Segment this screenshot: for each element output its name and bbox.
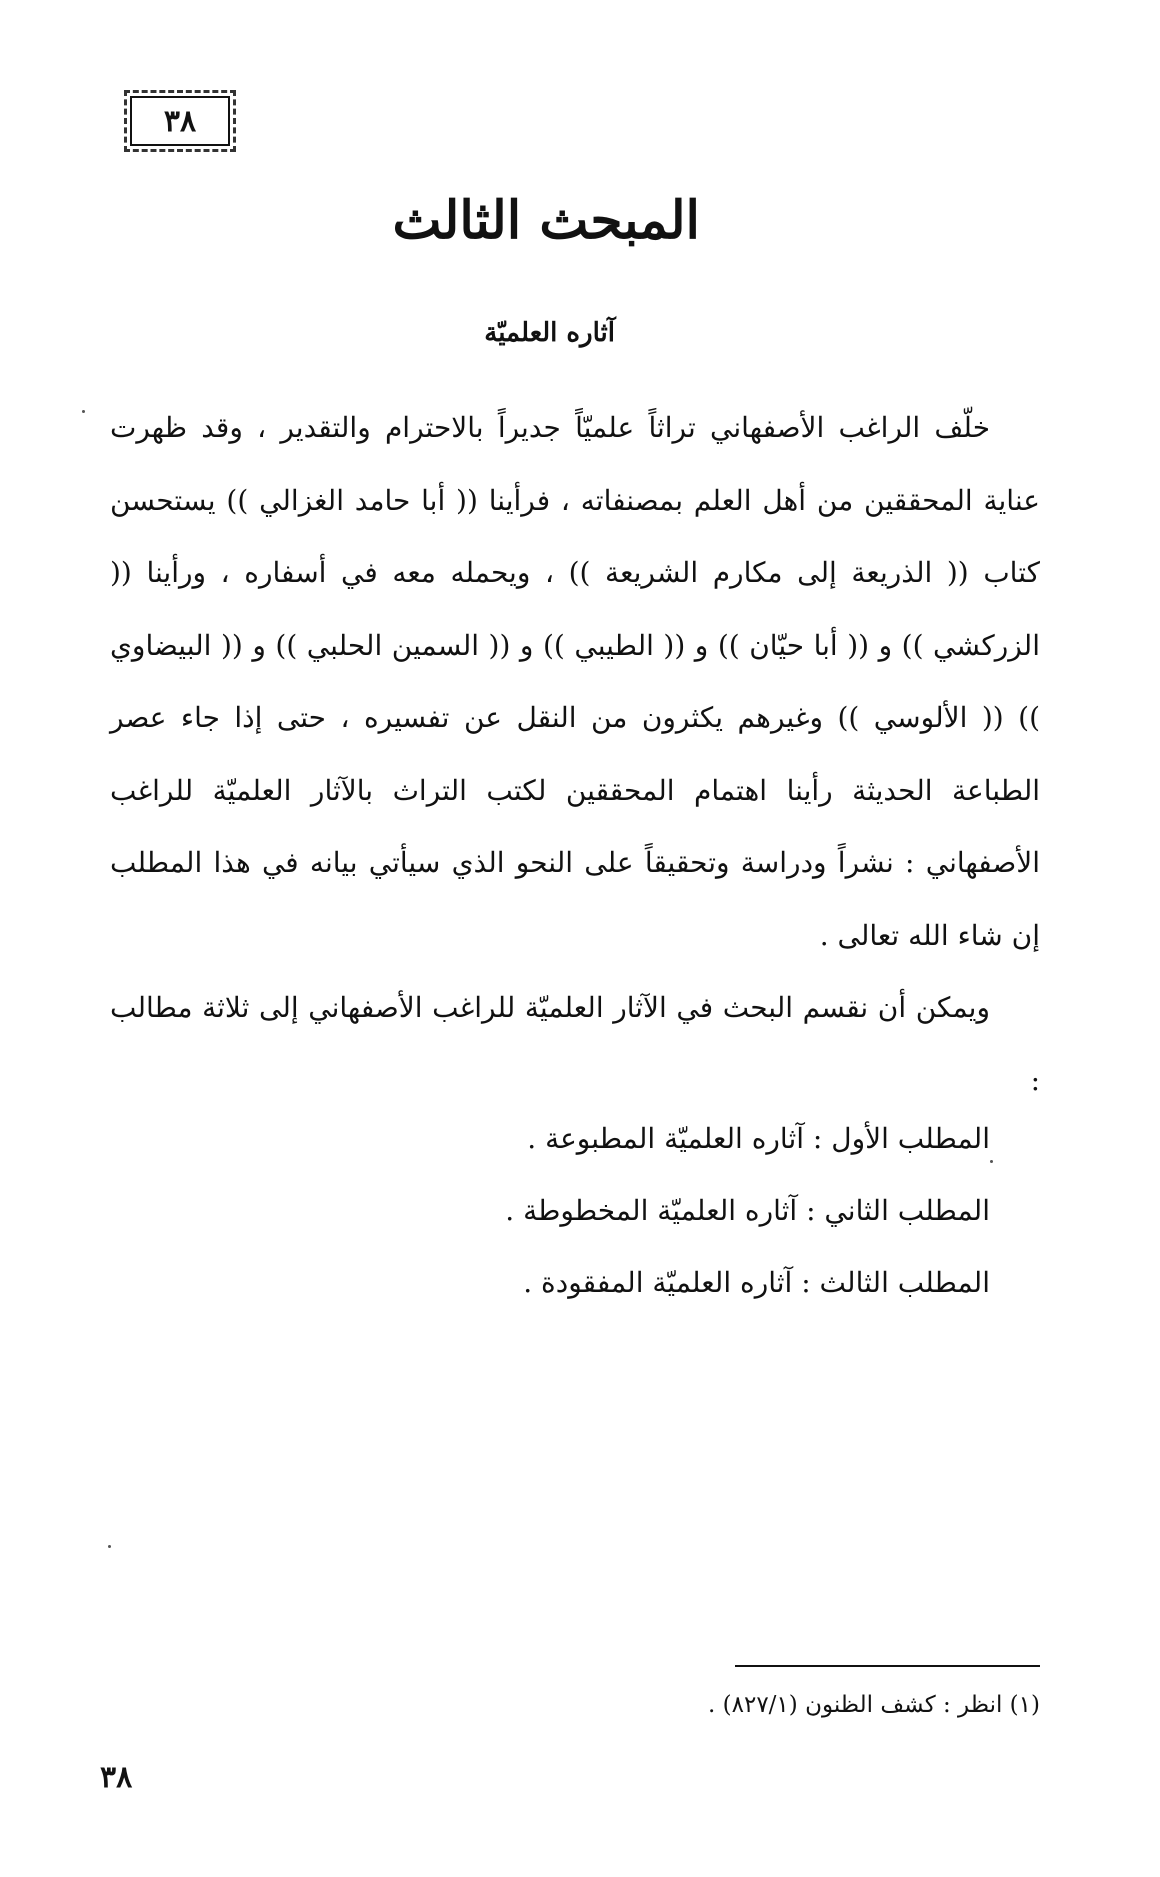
page-number-bottom: ٣٨ bbox=[100, 1760, 133, 1795]
section-subtitle: آثاره العلميّة bbox=[484, 318, 615, 348]
subsection-list bbox=[505, 1103, 990, 1319]
scan-speck bbox=[82, 410, 85, 413]
paragraph-2: ويمكن أن نقسم البحث في الآثار العلميّة للراغب الأصفهاني إلى ثلاثة مطالب : bbox=[110, 991, 1040, 1097]
scan-speck bbox=[990, 1160, 993, 1163]
footnote: (١) انظر : كشف الظنون (٨٢٧/١) . bbox=[708, 1692, 1040, 1718]
body-text bbox=[110, 392, 1040, 1117]
paragraph-1: خلّف الراغب الأصفهاني تراثاً علميّاً جديراً بالاحترام والتقدير ، وقد ظهرت عناية المحققين من أهل العلم بمصنفاته ، فرأينا (( أبا حامد الغزالي )) يستحسن كتاب (( الذريعة إلى مكارم الشريعة )) ، ويحمله معه في أسفاره ، ورأينا (( الزركشي )) و (( أبا حيّان )) و (( الطيبي )) و (( السمين الحلبي )) و (( البيضاوي )) (( الألوسي )) وغيرهم يكثرون من النقل عن تفسيره ، حتى إذا جاء عصر الطباعة الحديثة رأينا اهتمام المحققين لكتب التراث بالآثار العلميّة للراغب الأصفهاني : نشراً ودراسة وتحقيقاً على النحو الذي سيأتي بيانه في هذا المطلب إن شاء الله تعالى . bbox=[110, 411, 1041, 952]
list-item: المطلب الثاني : آثاره العلميّة المخطوطة . bbox=[505, 1194, 990, 1227]
scan-speck bbox=[108, 1545, 111, 1548]
chapter-title: المبحث الثالث bbox=[392, 190, 700, 251]
footnote-divider bbox=[735, 1665, 1040, 1667]
list-item: المطلب الثالث : آثاره العلميّة المفقودة . bbox=[523, 1266, 990, 1299]
page-number-top: ٣٨ bbox=[163, 103, 197, 139]
page-number-frame bbox=[130, 96, 230, 146]
list-item: المطلب الأول : آثاره العلميّة المطبوعة . bbox=[527, 1122, 990, 1155]
